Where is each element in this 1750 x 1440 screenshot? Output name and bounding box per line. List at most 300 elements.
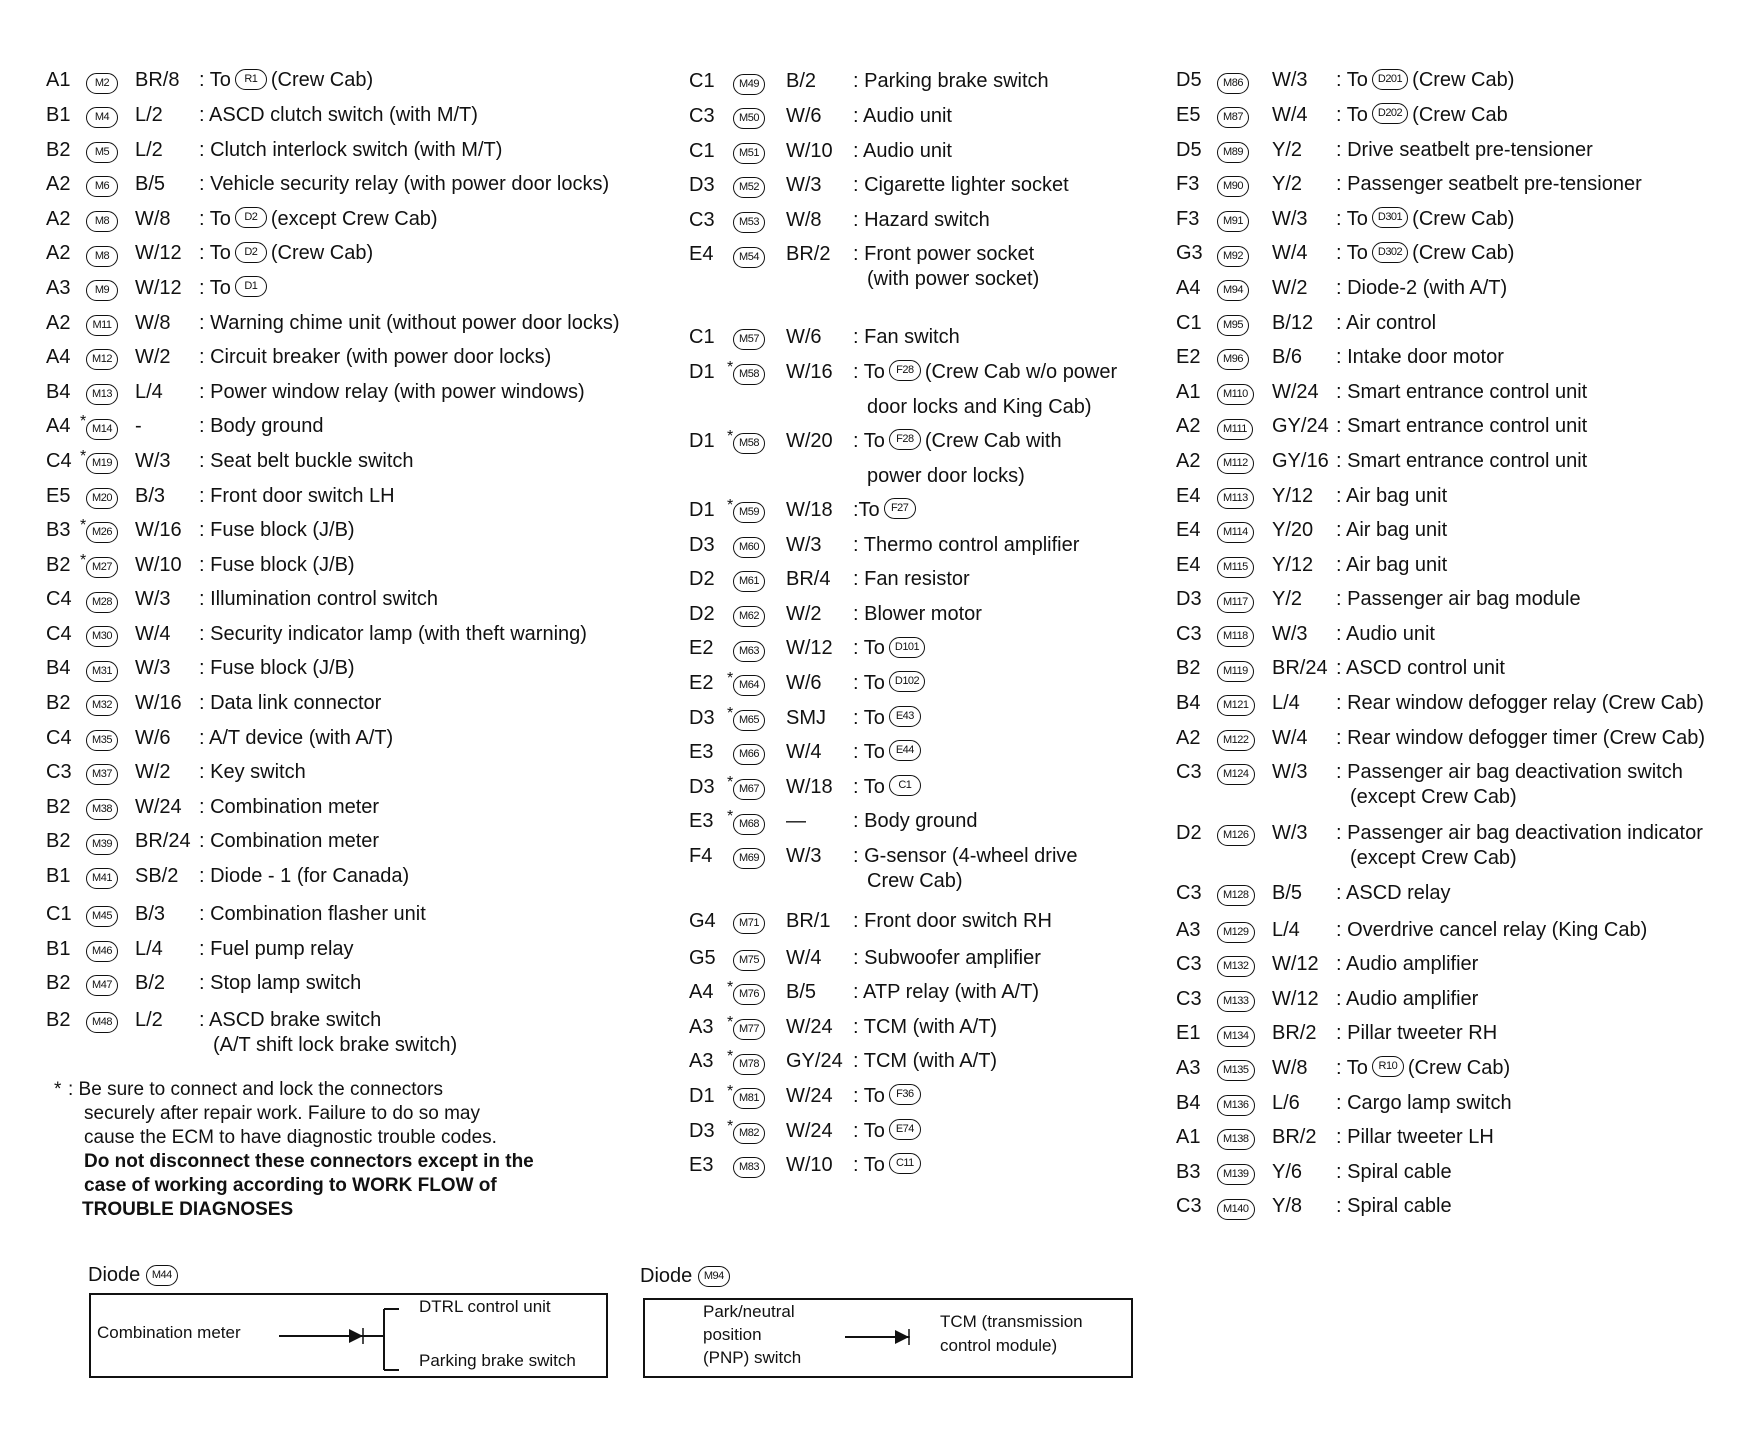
grid-reference: G4 <box>689 909 716 932</box>
connector-badge: M94 <box>698 1266 730 1287</box>
description-suffix: (Crew Cab) <box>270 242 374 265</box>
description-text: : Cargo lamp switch <box>1336 1091 1512 1114</box>
wire-color-pins: W/18 <box>786 499 833 521</box>
grid-reference: D1 <box>689 429 715 452</box>
wire-color-pins: Y/20 <box>1272 519 1314 542</box>
connector-row <box>689 172 1249 198</box>
connector-number <box>733 910 765 936</box>
wire-color-pins: - <box>135 415 142 438</box>
connector-row <box>689 601 1249 627</box>
description-text: : Smart entrance control unit <box>1336 449 1588 472</box>
connector-description <box>199 621 587 647</box>
description-text: : Smart entrance control unit <box>1336 380 1588 403</box>
connector-number <box>1217 919 1255 945</box>
description-text: : Diode - 1 (for Canada) <box>199 865 410 888</box>
connector-number <box>733 741 765 767</box>
connector-badge: M57 <box>733 329 765 350</box>
connector-badge: M76 <box>733 984 765 1005</box>
description-text: : To <box>199 242 231 265</box>
connector-description <box>199 586 438 612</box>
note-line: securely after repair work. Failure to do so may <box>84 1103 480 1124</box>
description-suffix: (Crew Cab) <box>1412 69 1515 92</box>
description-suffix: (Crew Cab <box>1412 103 1508 126</box>
connector-row <box>46 1007 606 1057</box>
connector-row <box>46 240 606 266</box>
connector-row <box>46 586 606 612</box>
wire-color-pins: W/2 <box>786 602 822 625</box>
grid-reference: C3 <box>1176 622 1202 645</box>
connector-badge: M31 <box>86 661 118 682</box>
connector-row <box>689 1014 1249 1040</box>
connector-number <box>1217 69 1249 95</box>
connector-description <box>853 172 1069 198</box>
connector-description <box>199 690 381 716</box>
connector-description <box>199 936 354 962</box>
connector-description <box>853 138 952 164</box>
diode-target-label: control module) <box>940 1336 1058 1355</box>
connector-number <box>86 692 118 718</box>
referenced-connector-badge: D101 <box>889 637 925 658</box>
grid-reference: A3 <box>689 1050 714 1073</box>
wire-color-pins: W/3 <box>1272 69 1308 92</box>
description-text: : Rear window defogger timer (Crew Cab) <box>1336 726 1706 749</box>
connector-row <box>1176 1124 1736 1150</box>
connector-description <box>199 552 355 578</box>
connector-number <box>86 865 118 891</box>
connector-number <box>86 242 118 268</box>
connector-description <box>1336 413 1587 439</box>
connector-number <box>733 810 765 836</box>
connector-badge: M119 <box>1217 661 1254 682</box>
connector-number <box>1217 277 1249 303</box>
connector-description <box>199 655 355 681</box>
wire-color-pins: W/4 <box>135 622 171 645</box>
connector-badge: M59 <box>733 502 765 523</box>
connector-number <box>733 326 765 352</box>
grid-reference: A2 <box>46 207 71 230</box>
connector-row <box>1176 1090 1736 1116</box>
connector-description <box>199 275 271 301</box>
connector-number <box>1217 173 1249 199</box>
connector-number <box>1217 657 1254 683</box>
note-line: TROUBLE DIAGNOSES <box>82 1199 294 1220</box>
grid-reference: B3 <box>1176 1160 1201 1183</box>
connector-number <box>86 519 118 545</box>
description-text: : To <box>199 69 231 92</box>
connector-row <box>689 670 1249 696</box>
connector-badge: M81 <box>733 1088 765 1109</box>
connector-description <box>1336 552 1447 578</box>
connector-badge: M50 <box>733 108 765 129</box>
connector-row <box>1176 310 1736 336</box>
connector-badge: M89 <box>1217 142 1249 163</box>
connector-row <box>1176 171 1736 197</box>
connector-number <box>1217 988 1255 1014</box>
wire-color-pins: L/4 <box>135 937 163 960</box>
connector-description <box>1336 759 1683 785</box>
connector-badge: M26 <box>86 522 118 543</box>
connector-number <box>733 947 765 973</box>
connector-row <box>1176 1055 1736 1081</box>
connector-description <box>199 1007 381 1033</box>
connector-number <box>733 568 765 594</box>
connector-row <box>689 68 1249 94</box>
wire-color-pins: Y/2 <box>1272 588 1303 611</box>
connector-badge: M71 <box>733 913 765 934</box>
connector-row <box>1176 725 1736 751</box>
connector-row <box>46 552 606 578</box>
connector-description <box>853 670 929 696</box>
description-text: : Body ground <box>199 415 324 438</box>
connector-row <box>1176 1193 1736 1219</box>
grid-reference: E4 <box>1176 553 1201 576</box>
connector-row <box>1176 759 1736 809</box>
connector-row <box>1176 690 1736 716</box>
connector-number <box>1217 1195 1255 1221</box>
connector-number <box>733 672 765 698</box>
description-text: : Pillar tweeter LH <box>1336 1126 1494 1149</box>
connector-badge: M129 <box>1217 922 1255 943</box>
grid-reference: C3 <box>1176 987 1202 1010</box>
connector-number <box>733 534 765 560</box>
description-text: : Cigarette lighter socket <box>853 174 1069 197</box>
note-line: case of working according to WORK FLOW of <box>84 1175 497 1196</box>
connector-description <box>1336 986 1478 1012</box>
connector-row <box>1176 379 1736 405</box>
wire-color-pins: B/2 <box>786 70 817 93</box>
wire-color-pins: BR/24 <box>1272 657 1328 680</box>
wire-color-pins: GY/24 <box>786 1050 843 1073</box>
description-text: : Passenger air bag deactivation indicator <box>1336 821 1703 844</box>
connector-description <box>1336 1020 1497 1046</box>
grid-reference: A1 <box>1176 1126 1201 1149</box>
wire-color-pins: W/18 <box>786 775 833 798</box>
connector-row <box>1176 517 1736 543</box>
connector-row <box>46 828 606 854</box>
grid-reference: A3 <box>1176 1057 1201 1079</box>
grid-reference: D2 <box>1176 821 1202 844</box>
connector-description <box>1336 171 1642 197</box>
connector-badge: M114 <box>1217 522 1254 543</box>
grid-reference: C1 <box>689 326 715 349</box>
connector-description <box>1336 517 1447 543</box>
connector-asterisk: * <box>727 1013 734 1031</box>
connector-badge: M30 <box>86 626 118 647</box>
connector-row <box>46 379 606 405</box>
referenced-connector-badge: C11 <box>889 1153 921 1174</box>
connector-badge: M12 <box>86 349 118 370</box>
description-text: : Security indicator lamp (with theft warning) <box>199 622 587 645</box>
wire-color-pins: W/4 <box>1272 103 1308 126</box>
wire-color-pins: W/4 <box>1272 726 1308 749</box>
connector-row <box>689 497 1249 523</box>
grid-reference: E1 <box>1176 1022 1201 1045</box>
connector-description <box>1336 1193 1452 1219</box>
grid-reference: G5 <box>689 946 716 969</box>
connector-row <box>1176 655 1736 681</box>
description-text: : Passenger air bag deactivation switch <box>1336 761 1683 784</box>
connector-number <box>733 707 765 733</box>
connector-description <box>853 1083 925 1109</box>
connector-badge: M86 <box>1217 73 1249 94</box>
connector-asterisk: * <box>727 669 734 687</box>
connector-badge: M87 <box>1217 107 1249 128</box>
connector-number <box>1217 882 1255 908</box>
connector-description <box>199 310 620 336</box>
wire-color-pins: BR/2 <box>786 243 831 266</box>
referenced-connector-badge: E44 <box>889 740 921 761</box>
connector-description <box>1336 240 1514 266</box>
description-suffix: (Crew Cab) <box>1412 207 1515 230</box>
connector-number <box>733 243 765 269</box>
description-text: : A/T device (with A/T) <box>199 726 394 749</box>
connector-row <box>46 517 606 543</box>
connector-row <box>689 1152 1249 1178</box>
connector-number <box>1217 139 1249 165</box>
grid-reference: D5 <box>1176 69 1202 92</box>
connector-description <box>853 908 1052 934</box>
connector-description <box>1336 725 1705 751</box>
connector-number <box>733 1154 765 1180</box>
connector-badge: M20 <box>86 488 118 509</box>
connector-description <box>853 1048 997 1074</box>
wire-color-pins: BR/8 <box>135 69 180 92</box>
connector-description <box>853 739 925 765</box>
description-text: : To <box>853 637 885 660</box>
connector-number <box>1217 1022 1255 1048</box>
connector-number <box>1217 554 1254 580</box>
note-line: cause the ECM to have diagnostic trouble codes. <box>84 1127 497 1148</box>
connector-row <box>1176 586 1736 612</box>
description-text: : To <box>853 706 885 729</box>
wire-color-pins: W/10 <box>786 139 833 162</box>
connector-description <box>853 103 952 129</box>
description-text: : To <box>853 775 885 798</box>
connector-number <box>86 903 118 929</box>
connector-row <box>1176 1020 1736 1046</box>
description-text: : Seat belt buckle switch <box>199 449 414 472</box>
connector-number <box>733 430 765 456</box>
description-text: : To <box>199 207 231 230</box>
connector-row <box>46 413 606 439</box>
wire-color-pins: B/12 <box>1272 311 1314 334</box>
description-text: : To <box>1336 242 1368 265</box>
referenced-connector-badge: D202 <box>1372 103 1408 124</box>
connector-number <box>1217 588 1254 614</box>
grid-reference: B2 <box>46 972 71 995</box>
connector-number <box>86 727 118 753</box>
connector-description <box>1336 379 1587 405</box>
connector-row <box>46 655 606 681</box>
grid-reference: C3 <box>689 105 715 128</box>
connector-badge: M82 <box>733 1123 765 1144</box>
description-text: : Air bag unit <box>1336 484 1448 507</box>
description-text: : ATP relay (with A/T) <box>853 981 1039 1004</box>
connector-row <box>689 705 1249 731</box>
connector-number <box>1217 822 1255 848</box>
wire-color-pins: B/6 <box>1272 346 1303 369</box>
grid-reference: D3 <box>689 706 715 729</box>
referenced-connector-badge: D2 <box>235 242 267 263</box>
connector-badge: M67 <box>733 779 765 800</box>
referenced-connector-badge: F28 <box>889 360 921 381</box>
connector-row <box>1176 67 1736 93</box>
wire-color-pins: W/24 <box>135 795 182 818</box>
connector-row <box>1176 206 1736 232</box>
wire-color-pins: W/8 <box>135 311 171 334</box>
connector-row <box>46 67 606 93</box>
grid-reference: D2 <box>689 568 715 591</box>
description-text: : Subwoofer amplifier <box>853 946 1041 969</box>
connector-description <box>1336 621 1435 647</box>
description-text: : Illumination control switch <box>199 588 438 611</box>
connector-badge: M77 <box>733 1019 765 1040</box>
description-text: : Audio unit <box>853 139 952 162</box>
connector-badge: M19 <box>86 453 118 474</box>
connector-description <box>1336 655 1505 681</box>
description-text: : Combination flasher unit <box>199 903 426 925</box>
connector-badge: M68 <box>733 814 765 835</box>
connector-badge: M121 <box>1217 695 1255 716</box>
connector-description <box>199 828 379 854</box>
connector-description <box>1336 1090 1512 1116</box>
wire-color-pins: B/3 <box>135 484 166 507</box>
grid-reference: A2 <box>46 311 71 334</box>
grid-reference: C3 <box>1176 761 1202 784</box>
description-text: : Spiral cable <box>1336 1195 1452 1218</box>
connector-row <box>46 794 606 820</box>
connector-badge: M75 <box>733 950 765 971</box>
wire-color-pins: B/2 <box>135 972 166 995</box>
grid-reference: C3 <box>1176 1195 1202 1218</box>
referenced-connector-badge: D1 <box>235 276 267 297</box>
grid-reference: F3 <box>1176 207 1200 230</box>
connector-description <box>199 67 373 93</box>
grid-reference: D3 <box>689 533 715 556</box>
connector-description <box>1336 586 1581 612</box>
connector-badge: M134 <box>1217 1026 1255 1047</box>
diode-m44-diagram <box>89 1293 608 1378</box>
connector-row <box>46 483 606 509</box>
description-text: : Fan resistor <box>853 568 970 591</box>
connector-number <box>733 1120 765 1146</box>
grid-reference: C4 <box>46 449 72 472</box>
connector-description <box>1336 310 1436 336</box>
connector-badge: M6 <box>86 176 118 197</box>
connector-badge: M58 <box>733 364 765 385</box>
connector-row <box>689 843 1249 892</box>
connector-row <box>46 137 606 163</box>
connector-row <box>46 759 606 785</box>
grid-reference: C3 <box>1176 953 1202 976</box>
connector-badge: M128 <box>1217 885 1255 906</box>
connector-badge: M37 <box>86 764 118 785</box>
connector-description <box>853 774 925 800</box>
connector-badge: M28 <box>86 592 118 613</box>
description-text: : Passenger seatbelt pre-tensioner <box>1336 173 1642 196</box>
description-text: : To <box>853 1084 885 1107</box>
connector-description <box>1336 448 1587 474</box>
connector-row <box>689 1118 1249 1144</box>
grid-reference: F4 <box>689 844 713 867</box>
connector-description <box>199 759 306 785</box>
connector-description <box>853 1014 997 1040</box>
connector-number <box>733 845 765 871</box>
connector-badge: M32 <box>86 695 118 716</box>
grid-reference: E3 <box>689 810 714 833</box>
wire-color-pins: W/3 <box>135 657 171 680</box>
grid-reference: A2 <box>46 242 71 265</box>
connector-number <box>1217 104 1249 130</box>
connector-row <box>689 103 1249 129</box>
description-text: : Intake door motor <box>1336 346 1504 369</box>
wire-color-pins: W/16 <box>786 360 833 383</box>
connector-badge: M126 <box>1217 825 1255 846</box>
description-text: : TCM (with A/T) <box>853 1015 998 1038</box>
connector-row <box>1176 1159 1736 1185</box>
grid-reference: E5 <box>1176 103 1201 126</box>
wire-color-pins: L/6 <box>1272 1091 1300 1114</box>
grid-reference: D3 <box>689 775 715 798</box>
grid-reference: A2 <box>46 173 71 196</box>
connector-row <box>1176 621 1736 647</box>
wire-color-pins: W/3 <box>1272 207 1308 230</box>
connector-description <box>853 1118 925 1144</box>
wire-color-pins: B/5 <box>1272 881 1303 904</box>
connector-description <box>1336 690 1704 716</box>
description-text: : ASCD relay <box>1336 881 1451 904</box>
connector-description <box>853 705 925 731</box>
description-text: : Overdrive cancel relay (King Cab) <box>1336 918 1648 941</box>
connector-number <box>733 1085 765 1111</box>
connector-badge: M138 <box>1217 1129 1255 1150</box>
diode-m94-diagram <box>643 1298 1133 1378</box>
connector-description <box>199 901 426 927</box>
wire-color-pins: B/5 <box>786 981 817 1004</box>
connector-number <box>86 312 118 338</box>
connector-asterisk: * <box>727 497 734 514</box>
connector-row <box>689 945 1249 971</box>
connector-row <box>1176 448 1736 474</box>
grid-reference: C4 <box>46 726 72 749</box>
connector-badge: M8 <box>86 246 118 267</box>
grid-reference: C1 <box>689 139 715 162</box>
description-continuation: Crew Cab) <box>867 869 963 892</box>
connector-asterisk: * <box>727 773 734 791</box>
diode-source-label: (PNP) switch <box>703 1348 802 1367</box>
connector-badge: M5 <box>86 142 118 163</box>
description-text: : Fuse block (J/B) <box>199 553 355 576</box>
diode-target-label: Parking brake switch <box>419 1351 576 1370</box>
grid-reference: B4 <box>46 657 71 680</box>
description-text: :To <box>853 499 880 521</box>
referenced-connector-badge: E43 <box>889 706 921 727</box>
connector-row <box>689 324 1249 350</box>
description-text: : To <box>1336 69 1368 92</box>
connector-asterisk: * <box>727 1117 734 1135</box>
connector-description <box>1336 1055 1510 1081</box>
wire-color-pins: GY/16 <box>1272 449 1329 472</box>
connector-number <box>86 69 118 95</box>
connector-badge: M44 <box>146 1265 178 1286</box>
wire-color-pins: W/8 <box>135 207 171 230</box>
wire-color-pins: W/6 <box>786 671 822 694</box>
wire-color-pins: SMJ <box>786 706 826 729</box>
connector-number <box>1217 415 1253 441</box>
connector-number <box>733 981 765 1007</box>
referenced-connector-badge: R1 <box>235 69 267 90</box>
connector-number <box>86 104 118 130</box>
